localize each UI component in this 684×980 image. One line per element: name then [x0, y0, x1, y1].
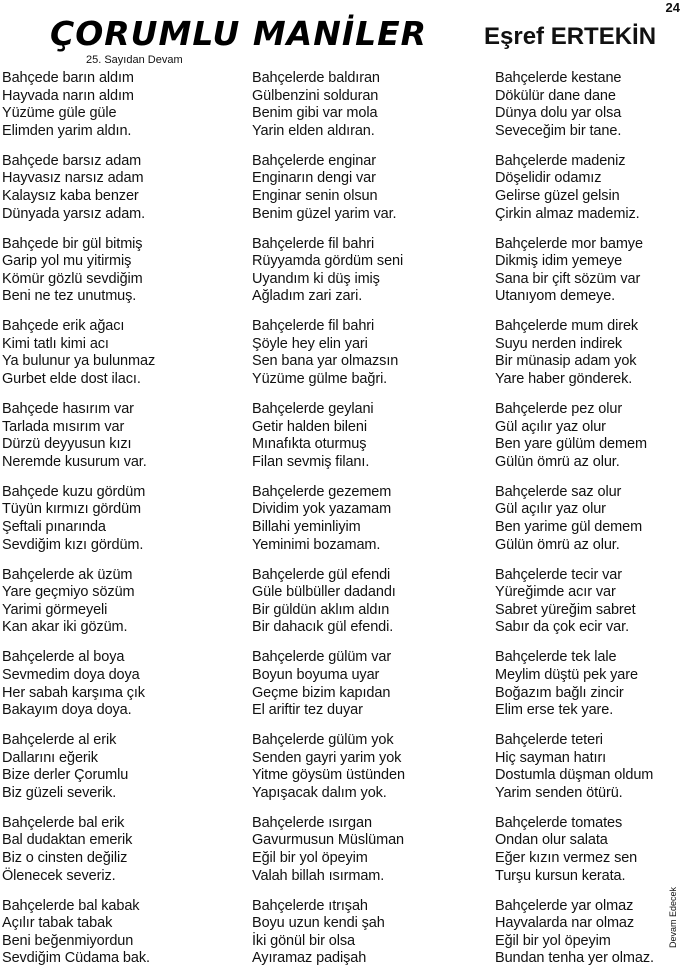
- stanza: [495, 732, 680, 802]
- verse-line: Sevmedim doya doya: [2, 666, 140, 683]
- stanza: [2, 732, 242, 802]
- verse-line: Bahçelerde bal kabak: [2, 897, 140, 914]
- column-2: [252, 70, 492, 980]
- verse-line: Sana bir çift sözüm var: [495, 270, 641, 287]
- verse-line: Beni ne tez unutmuş.: [2, 288, 137, 305]
- verse-line: Hayvalarda nar olmaz: [495, 915, 635, 932]
- stanza: [2, 649, 242, 719]
- verse-line: Bahçelerde tomates: [495, 814, 623, 831]
- verse-line: Benim gibi var mola: [252, 105, 378, 122]
- verse-line: Ondan olur salata: [495, 832, 608, 849]
- verse-line: Ben yarime gül demem: [495, 519, 643, 536]
- verse-line: Elimden yarim aldın.: [2, 122, 132, 139]
- verse-line: Bundan tenha yer olmaz.: [495, 950, 654, 967]
- stanza: [252, 649, 492, 719]
- verse-line: Dividim yok yazamam: [252, 501, 392, 518]
- stanza: [495, 236, 680, 306]
- stanza: [2, 484, 242, 554]
- verse-line: Meylim düştü pek yare: [495, 666, 638, 683]
- verse-line: Kömür gözlü sevdiğim: [2, 270, 143, 287]
- verse-line: Turşu kursun kerata.: [495, 867, 626, 884]
- stanza: [495, 649, 680, 719]
- verse-line: Yitme göysüm üstünden: [252, 767, 405, 784]
- verse-line: Dostumla düşman oldum: [495, 767, 654, 784]
- stanza: [252, 70, 492, 140]
- verse-line: Eğer kızın vermez sen: [495, 850, 638, 867]
- page-title: [50, 14, 427, 53]
- stanza: [2, 318, 242, 388]
- verse-line: Eğil bir yol öpeyim: [252, 850, 368, 867]
- verse-line: Ya bulunur ya bulunmaz: [2, 353, 156, 370]
- verse-line: Neremde kusurum var.: [2, 453, 147, 470]
- verse-line: Bahçelerde mor bamye: [495, 235, 643, 252]
- verse-line: Dikmiş idim yemeye: [495, 253, 623, 270]
- verse-line: Bir münasip adam yok: [495, 353, 637, 370]
- verse-line: Bahçede kuzu gördüm: [2, 483, 146, 500]
- verse-line: Bahçelerde geylani: [252, 401, 374, 418]
- verse-line: Garip yol mu yitirmiş: [2, 253, 132, 270]
- verse-line: Rüyyamda gördüm seni: [252, 253, 404, 270]
- verse-line: Bahçelerde pez olur: [495, 401, 623, 418]
- stanza: [2, 898, 242, 968]
- stanza: [495, 815, 680, 885]
- verse-line: Tarlada mısırım var: [2, 418, 125, 435]
- verse-line: Bahçelerde tecir var: [495, 566, 622, 583]
- verse-line: Utanıyom demeye.: [495, 288, 616, 305]
- stanza: [252, 567, 492, 637]
- verse-line: Gavurmusun Müslüman: [252, 832, 405, 849]
- verse-line: Bahçede barsız adam: [2, 152, 142, 169]
- verse-line: Sabır da çok ecir var.: [495, 619, 629, 636]
- verse-line: Yarin elden aldıran.: [252, 122, 375, 139]
- verse-line: Bize derler Çorumlu: [2, 767, 129, 784]
- verse-line: Dünyada yarsız adam.: [2, 205, 146, 222]
- stanza: [495, 484, 680, 554]
- stanza: [2, 153, 242, 223]
- stanza: [252, 401, 492, 471]
- verse-line: Valah billah ısırmam.: [252, 867, 385, 884]
- verse-line: Bahçelerde tek lale: [495, 649, 617, 666]
- verse-line: Bahçede bir gül bitmiş: [2, 235, 143, 252]
- verse-line: Yarim senden ötürü.: [495, 784, 623, 801]
- stanza: [2, 567, 242, 637]
- verse-line: Bahçede barın aldım: [2, 70, 134, 86]
- verse-line: Gurbet elde dost ilacı.: [2, 371, 141, 388]
- verse-line: Bahçelerde gülüm var: [252, 649, 392, 666]
- verse-line: Enginar senin olsun: [252, 187, 378, 204]
- stanza: [495, 401, 680, 471]
- verse-line: Ayıramaz padişah: [252, 950, 367, 967]
- verse-line: Yeminimi bozamam.: [252, 536, 381, 553]
- verse-line: Bahçelerde enginar: [252, 152, 376, 169]
- verse-line: Yüzüme güle güle: [2, 105, 117, 122]
- verse-line: Bahçelerde madeniz: [495, 152, 626, 169]
- verse-line: İki gönül bir olsa: [252, 932, 355, 949]
- verse-line: Her sabah karşıma çık: [2, 684, 145, 701]
- verse-line: Hayvasız narsız adam: [2, 170, 144, 187]
- verse-line: Yüreğimde acır var: [495, 584, 616, 601]
- verse-line: Bahçelerde ak üzüm: [2, 566, 133, 583]
- verse-line: Yare geçmiyo sözüm: [2, 584, 135, 601]
- verse-line: Tüyün kırmızı gördüm: [2, 501, 142, 518]
- verse-line: Biz o cinsten değiliz: [2, 850, 128, 867]
- continued-note: 25. Sayıdan Devam: [86, 54, 183, 66]
- verse-line: Beni beğenmiyordun: [2, 932, 134, 949]
- verse-line: Bahçelerde gülüm yok: [252, 732, 394, 749]
- verse-line: Dürzü deyyusun kızı: [2, 436, 132, 453]
- verse-line: Bahçelerde al erik: [2, 732, 117, 749]
- verse-line: Sevdiğim kızı gördüm.: [2, 536, 144, 553]
- verse-line: Gül açılır yaz olur: [495, 418, 606, 435]
- stanza: [495, 318, 680, 388]
- verse-line: Bahçelerde gezemem: [252, 483, 392, 500]
- stanza: [252, 153, 492, 223]
- verse-line: Bahçelerde fil bahri: [252, 318, 375, 335]
- verse-line: Bahçelerde baldıran: [252, 70, 380, 86]
- stanza: [252, 898, 492, 968]
- verse-line: Bir dahacık gül efendi.: [252, 619, 394, 636]
- verse-line: Senden gayri yarim yok: [252, 749, 402, 766]
- verse-line: Bahçelerde bal erik: [2, 814, 125, 831]
- verse-line: Gülün ömrü az olur.: [495, 453, 620, 470]
- verse-line: Dünya dolu yar olsa: [495, 105, 622, 122]
- verse-line: Sevdiğim Cüdama bak.: [2, 950, 150, 967]
- stanza: [252, 484, 492, 554]
- column-1: [2, 70, 242, 980]
- verse-line: Bahçede hasırım var: [2, 401, 134, 418]
- verse-line: Güle bülbüller dadandı: [252, 584, 396, 601]
- verse-line: Bahçelerde mum direk: [495, 318, 639, 335]
- title-text: ÇORUMLU MANİLER: [50, 14, 428, 53]
- verse-line: Sen bana yar olmazsın: [252, 353, 399, 370]
- verse-line: Bahçelerde al boya: [2, 649, 125, 666]
- verse-line: Şeftali pınarında: [2, 519, 106, 536]
- verse-line: Billahi yeminliyim: [252, 519, 361, 536]
- verse-line: Bahçelerde ıtrışah: [252, 897, 368, 914]
- column-3: [495, 70, 680, 980]
- stanza: [495, 70, 680, 140]
- stanza: [252, 318, 492, 388]
- verse-line: Bahçelerde teteri: [495, 732, 603, 749]
- verse-line: Enginarın dengi var: [252, 170, 376, 187]
- verse-line: Mınafıkta oturmuş: [252, 436, 367, 453]
- verse-line: Bahçelerde fil bahri: [252, 235, 375, 252]
- stanza: [2, 70, 242, 140]
- author-name: Eşref ERTEKİN: [484, 23, 657, 50]
- verse-line: Boyun boyuma uyar: [252, 666, 380, 683]
- verse-line: Yare haber gönderek.: [495, 371, 633, 388]
- verse-line: El ariftir tez duyar: [252, 702, 363, 719]
- stanza: [2, 401, 242, 471]
- verse-line: Yapışacak dalım yok.: [252, 784, 387, 801]
- verse-line: Bahçelerde gül efendi: [252, 566, 391, 583]
- verse-line: Çirkin almaz mademiz.: [495, 205, 640, 222]
- verse-line: Şöyle hey elin yari: [252, 335, 368, 352]
- verse-line: Bahçelerde kestane: [495, 70, 622, 86]
- verse-line: Seveceğim bir tane.: [495, 122, 622, 139]
- stanza: [2, 236, 242, 306]
- stanza: [252, 732, 492, 802]
- verse-line: Bir güldün aklım aldın: [252, 601, 390, 618]
- verse-line: Getir halden bileni: [252, 418, 367, 435]
- verse-line: Uyandım ki düş imiş: [252, 270, 380, 287]
- stanza: [495, 153, 680, 223]
- verse-line: Kan akar iki gözüm.: [2, 619, 128, 636]
- stanza: [495, 567, 680, 637]
- verse-line: Bal dudaktan emerik: [2, 832, 133, 849]
- verse-line: Bahçelerde yar olmaz: [495, 897, 634, 914]
- to-be-continued: Devam Edecek: [668, 886, 678, 948]
- verse-line: Gül açılır yaz olur: [495, 501, 606, 518]
- verse-line: Ağladım zari zari.: [252, 288, 363, 305]
- verse-line: Döşelidir odamız: [495, 170, 602, 187]
- stanza: [2, 815, 242, 885]
- verse-line: Biz güzeli severik.: [2, 784, 117, 801]
- verse-line: Sabret yüreğim sabret: [495, 601, 636, 618]
- stanza: [252, 815, 492, 885]
- verse-line: Bakayım doya doya.: [2, 702, 132, 719]
- verse-line: Bahçelerde ısırgan: [252, 814, 372, 831]
- verse-line: Elim erse tek yare.: [495, 702, 614, 719]
- verse-line: Geçme bizim kapıdan: [252, 684, 391, 701]
- page-number: 24: [665, 0, 680, 15]
- stanza: [252, 236, 492, 306]
- verse-line: Bahçede erik ağacı: [2, 318, 125, 335]
- stanza: [495, 898, 680, 968]
- verse-line: Ben yare gülüm demem: [495, 436, 647, 453]
- verse-line: Hiç sayman hatırı: [495, 749, 607, 766]
- verse-line: Dökülür dane dane: [495, 87, 616, 104]
- verse-line: Gelirse güzel gelsin: [495, 187, 620, 204]
- verse-line: Dallarını eğerik: [2, 749, 98, 766]
- verse-line: Gülbenzini solduran: [252, 87, 379, 104]
- verse-line: Yarimi görmeyeli: [2, 601, 108, 618]
- verse-line: Hayvada narın aldım: [2, 87, 134, 104]
- verse-line: Bahçelerde saz olur: [495, 483, 622, 500]
- verse-line: Boyu uzun kendi şah: [252, 915, 385, 932]
- verse-line: Ölenecek severiz.: [2, 867, 116, 884]
- verse-line: Kimi tatlı kimi acı: [2, 335, 109, 352]
- verse-line: Gülün ömrü az olur.: [495, 536, 620, 553]
- verse-line: Filan sevmiş filanı.: [252, 453, 370, 470]
- verse-line: Yüzüme gülme bağri.: [252, 371, 388, 388]
- verse-line: Suyu nerden indirek: [495, 335, 623, 352]
- verse-line: Kalaysız kaba benzer: [2, 187, 139, 204]
- verse-line: Açılır tabak tabak: [2, 915, 113, 932]
- verse-line: Benim güzel yarim var.: [252, 205, 397, 222]
- verse-line: Boğazım bağlı zincir: [495, 684, 624, 701]
- verse-line: Eğil bir yol öpeyim: [495, 932, 611, 949]
